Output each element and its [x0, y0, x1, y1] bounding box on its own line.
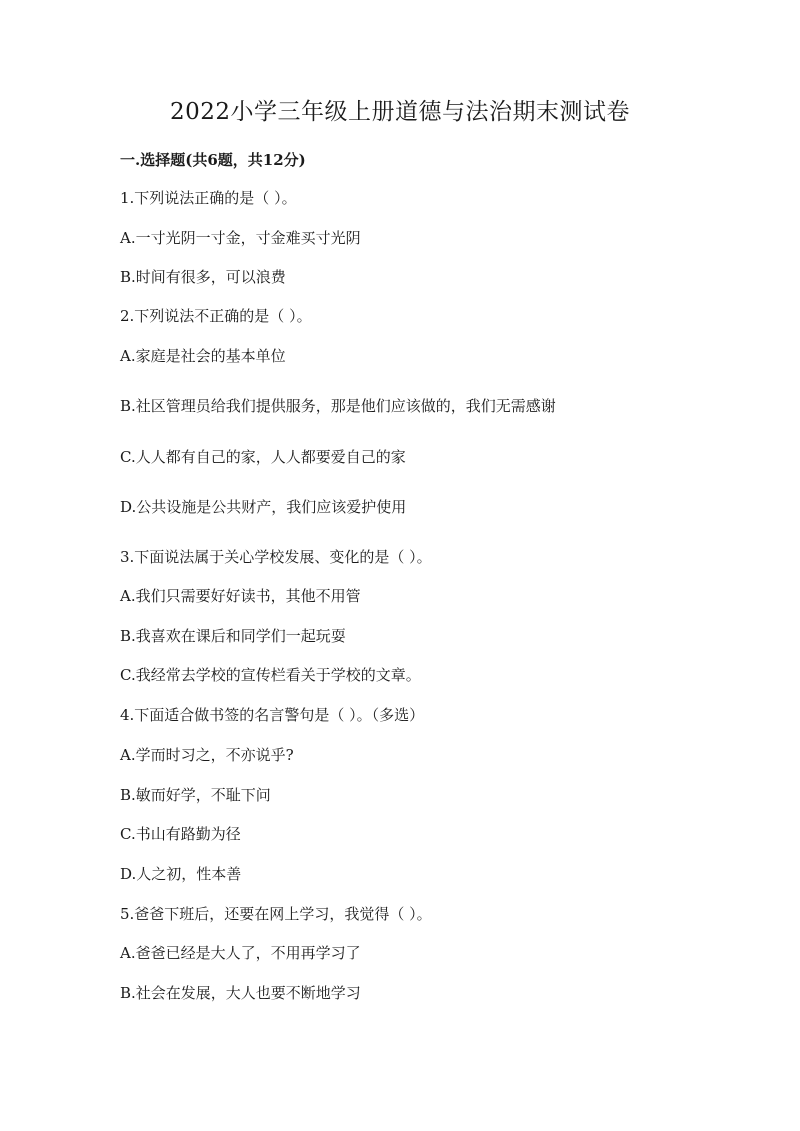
question-4: 4.下面适合做书签的名言警句是（ ）。（多选） [120, 706, 425, 724]
option-3a: A.我们只需要好好读书，其他不用管 [120, 587, 361, 605]
option-4a: A.学而时习之，不亦说乎? [120, 746, 294, 764]
option-2b: B.社区管理员给我们提供服务，那是他们应该做的，我们无需感谢 [120, 397, 556, 415]
option-3c: C.我经常去学校的宣传栏看关于学校的文章。 [120, 666, 421, 684]
question-2: 2.下列说法不正确的是（ ）。 [120, 307, 312, 325]
exam-title: 2022小学三年级上册道德与法治期末测试卷 [169, 99, 631, 125]
option-4c: C.书山有路勤为径 [120, 825, 241, 843]
question-5: 5.爸爸下班后，还要在网上学习，我觉得（ ）。 [120, 905, 432, 923]
question-1: 1.下列说法正确的是（ ）。 [120, 189, 297, 207]
option-2d: D.公共设施是公共财产，我们应该爱护使用 [120, 498, 407, 516]
option-3b: B.我喜欢在课后和同学们一起玩耍 [120, 627, 346, 645]
option-4b: B.敏而好学，不耻下问 [120, 786, 271, 804]
option-5b: B.社会在发展，大人也要不断地学习 [120, 984, 361, 1002]
option-5a: A.爸爸已经是大人了，不用再学习了 [120, 944, 361, 962]
option-4d: D.人之初，性本善 [120, 865, 242, 883]
question-3: 3.下面说法属于关心学校发展、变化的是（ ）。 [120, 548, 432, 566]
option-1a: A.一寸光阴一寸金，寸金难买寸光阴 [120, 229, 361, 247]
option-2a: A.家庭是社会的基本单位 [120, 347, 286, 365]
option-1b: B.时间有很多，可以浪费 [120, 268, 286, 286]
option-2c: C.人人都有自己的家，人人都要爱自己的家 [120, 448, 406, 466]
section-heading: 一.选择题(共6题，共12分) [120, 151, 306, 169]
